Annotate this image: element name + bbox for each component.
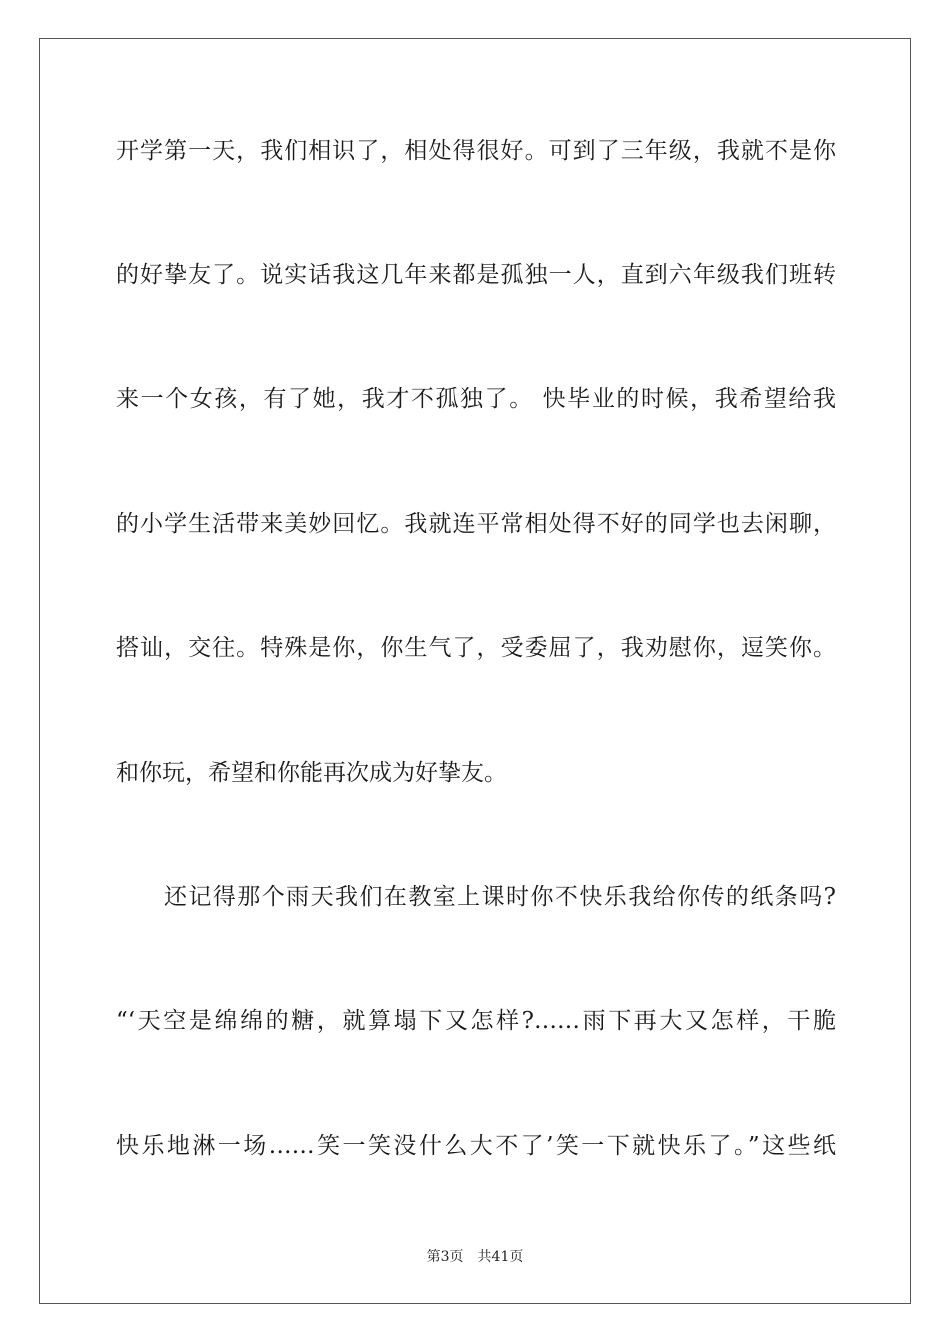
page-frame <box>39 38 911 1304</box>
text-line: 搭讪，交往。特殊是你，你生气了，受委屈了，我劝慰你，逗笑你。 <box>116 635 836 661</box>
page-number: 第3页 <box>426 1249 464 1265</box>
text-line: 和你玩，希望和你能再次成为好挚友。 <box>116 760 507 786</box>
text-line: 快乐地淋一场……笑一笑没什么大不了’笑一下就快乐了。”这些纸 <box>116 1133 836 1159</box>
text-line: 的好挚友了。说实话我这几年来都是孤独一人，直到六年级我们班转 <box>116 262 836 288</box>
page-total: 共41页 <box>477 1249 524 1265</box>
text-line: 的小学生活带来美妙回忆。我就连平常相处得不好的同学也去闲聊， <box>116 511 836 537</box>
text-line: 开学第一天，我们相识了，相处得很好。可到了三年级，我就不是你 <box>116 138 836 164</box>
text-line: 来一个女孩，有了她，我才不孤独了。 快毕业的时候，我希望给我 <box>116 386 836 412</box>
text-line: “‘天空是绵绵的糖，就算塌下又怎样?……雨下再大又怎样，干脆 <box>116 1008 836 1034</box>
page-footer <box>0 1248 950 1266</box>
text-line: 还记得那个雨天我们在教室上课时你不快乐我给你传的纸条吗? <box>164 884 836 910</box>
